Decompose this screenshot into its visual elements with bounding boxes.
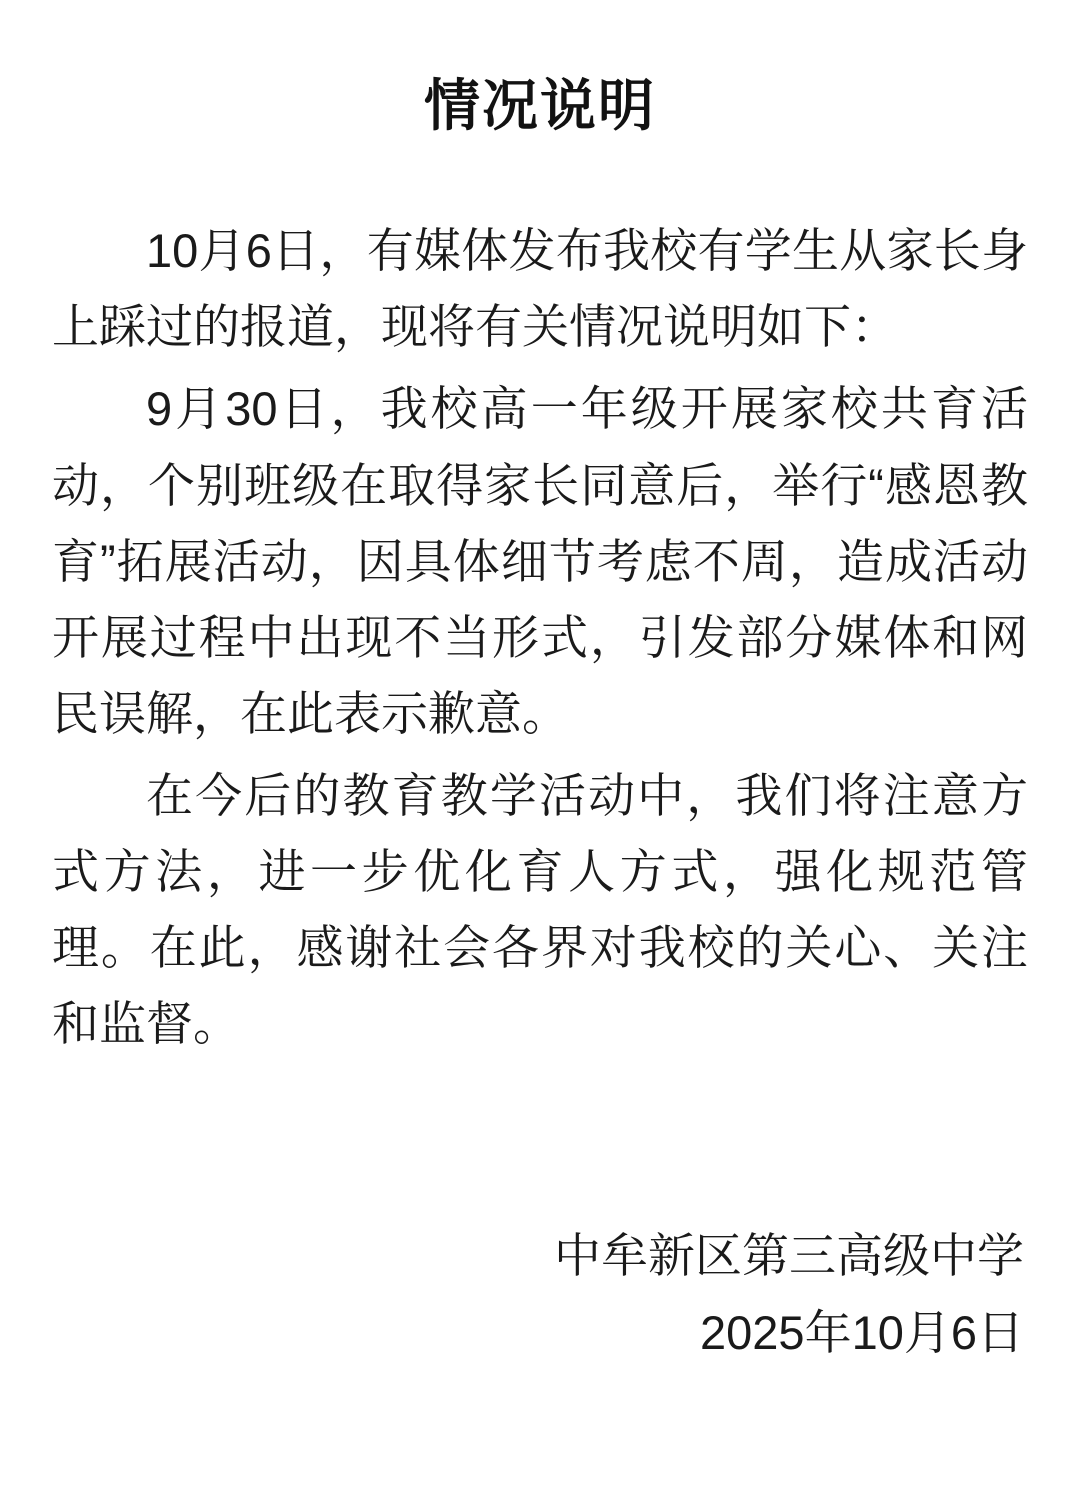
document-body: [52, 213, 1028, 1062]
signature-block: [554, 1221, 1024, 1368]
paragraph-1: 10月6日，有媒体发布我校有学生从家长身上踩过的报道，现将有关情况说明如下：: [52, 224, 1028, 354]
paragraph-2: 9月30日，我校高一年级开展家校共育活动，个别班级在取得家长同意后，举行“感恩教育”拓展活动，因具体细节考虑不周，造成活动开展过程中出现不当形式，引发部分媒体和网民误解，在此表示歉意。: [52, 382, 1028, 740]
page-title: 情况说明: [424, 74, 656, 137]
signature-organization: 中牟新区第三高级中学: [554, 1229, 1024, 1282]
signature-date: 2025年10月6日: [700, 1305, 1024, 1359]
paragraph-3: 在今后的教育教学活动中，我们将注意方式方法，进一步优化育人方式，强化规范管理。在此，感谢社会各界对我校的关心、关注和监督。: [52, 769, 1028, 1051]
